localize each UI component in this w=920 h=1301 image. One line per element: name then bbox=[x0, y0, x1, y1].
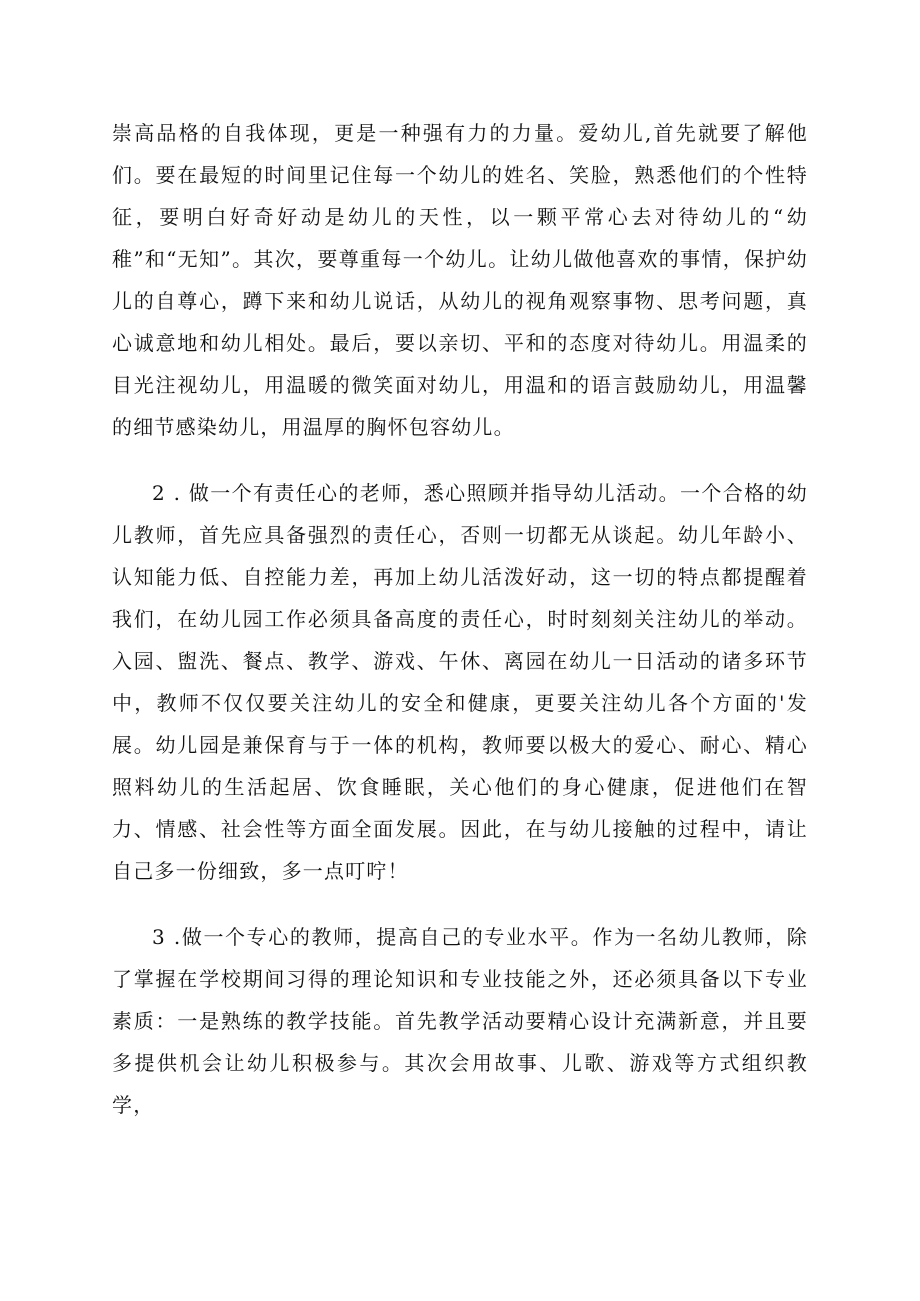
document-page bbox=[112, 112, 808, 1126]
paragraph-1: 崇高品格的自我体现，更是一种强有力的力量。爱幼儿,首先就要了解他们。要在最短的时间里记住每一个幼儿的姓名、笑脸，熟悉他们的个性特征，要明白好奇好动是幼儿的天性，以一颗平常心去对待幼儿的“幼稚”和“无知”。其次，要尊重每一个幼儿。让幼儿做他喜欢的事情，保护幼儿的自尊心，蹲下来和幼儿说话，从幼儿的视角观察事物、思考问题，真心诚意地和幼儿相处。最后，要以亲切、平和的态度对待幼儿。用温柔的目光注视幼儿，用温暖的微笑面对幼儿，用温和的语言鼓励幼儿，用温馨的细节感染幼儿，用温厚的胸怀包容幼儿。 bbox=[112, 121, 808, 439]
paragraph-3: 3 .做一个专心的教师，提高自己的专业水平。作为一名幼儿教师，除了掌握在学校期间习得的理论知识和专业技能之外，还必须具备以下专业素质：一是熟练的教学技能。首先教学活动要精心设计充满新意，并且要多提供机会让幼儿积极参与。其次会用故事、儿歌、游戏等方式组织教学， bbox=[112, 925, 808, 1117]
paragraph-2: 2 . 做一个有责任心的老师，悉心照顾并指导幼儿活动。一个合格的幼儿教师，首先应具备强烈的责任心，否则一切都无从谈起。幼儿年龄小、认知能力低、自控能力差，再加上幼儿活泼好动，这一切的特点都提醒着我们，在幼儿园工作必须具备高度的责任心，时时刻刻关注幼儿的举动。入园、盥洗、餐点、教学、游戏、午休、离园在幼儿一日活动的诸多环节中，教师不仅仅要关注幼儿的安全和健康，更要关注幼儿各个方面的'发展。幼儿园是兼保育与于一体的机构，教师要以极大的爱心、耐心、精心照料幼儿的生活起居、饮食睡眠，关心他们的身心健康，促进他们在智力、情感、社会性等方面全面发展。因此，在与幼儿接触的过程中，请让自己多一份细致，多一点叮咛！ bbox=[112, 481, 808, 883]
